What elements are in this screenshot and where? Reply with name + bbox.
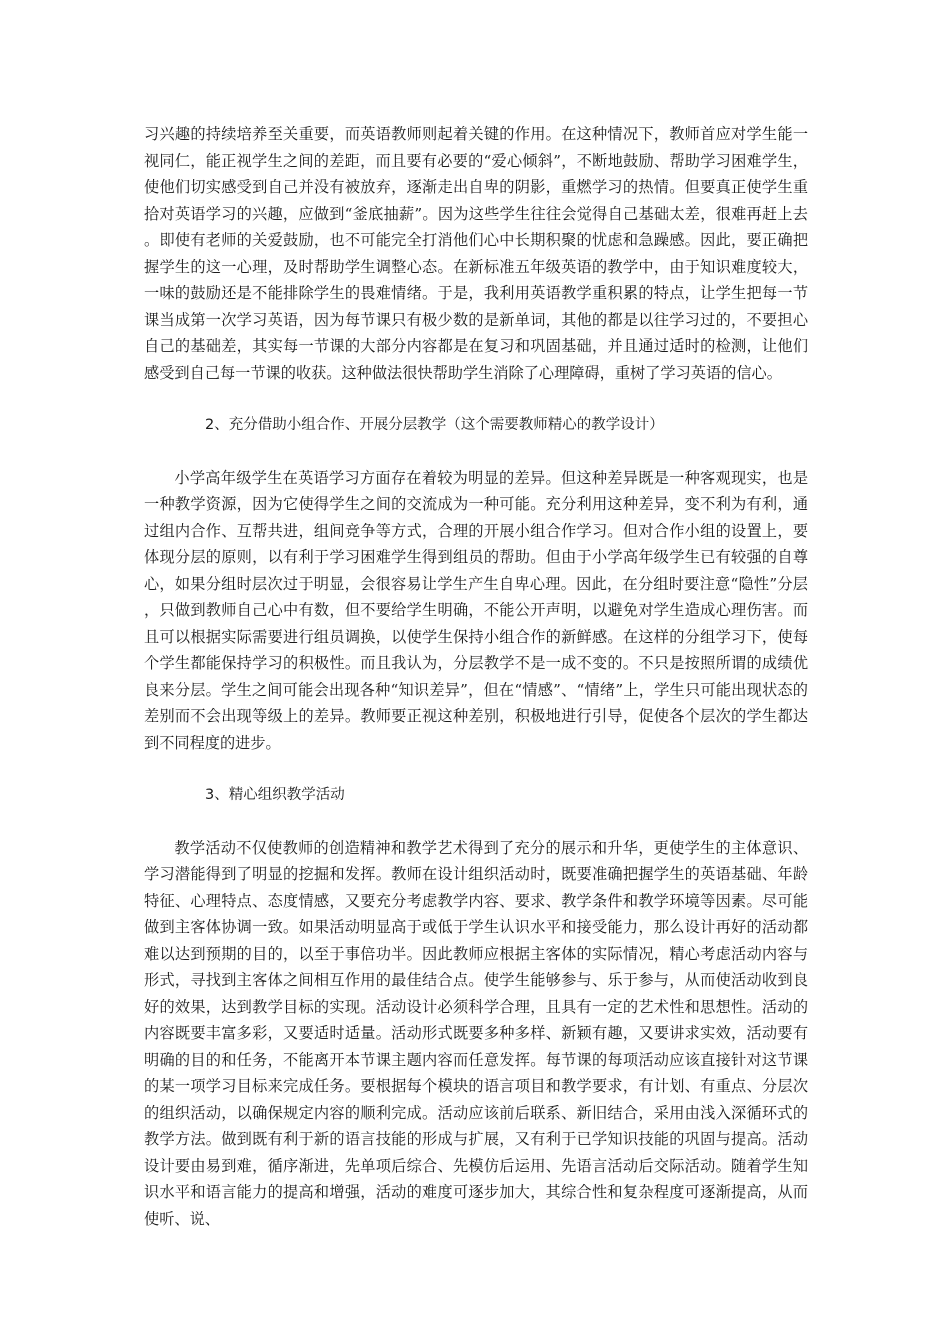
paragraph-spacer <box>144 439 808 465</box>
document-body <box>144 121 808 1232</box>
paragraph-spacer <box>144 809 808 835</box>
paragraph-teaching-activities: 教学活动不仅使教师的创造精神和教学艺术得到了充分的展示和升华，更使学生的主体意识、学习潜能得到了明显的挖掘和发挥。教师在设计组织活动时，既要准确把握学生的英语基础、年龄特征、心理特点、态度情感，又要充分考虑教学内容、要求、教学条件和教学环境等因素。尽可能做到主客体协调一致。如果活动明显高于或低于学生认识水平和接受能力，那么设计再好的活动都难以达到预期的目的，以至于事倍功半。因此教师应根据主客体的实际情况，精心考虑活动内容与形式，寻找到主客体之间相互作用的最佳结合点。使学生能够参与、乐于参与，从而使活动收到良好的效果，达到教学目标的实现。活动设计必须科学合理，且具有一定的艺术性和思想性。活动的内容既要丰富多彩，又要适时适量。活动形式既要多种多样、新颖有趣，又要讲求实效，活动要有明确的目的和任务，不能离开本节课主题内容而任意发挥。每节课的每项活动应该直接针对这节课的某一项学习目标来完成任务。要根据每个模块的语言项目和教学要求，有计划、有重点、分层次的组织活动，以确保规定内容的顺利完成。活动应该前后联系、新旧结合，采用由浅入深循环式的教学方法。做到既有利于新的语言技能的形成与扩展，又有利于已学知识技能的巩固与提高。活动设计要由易到难，循序渐进，先单项后综合、先模仿后运用、先语言活动后交际活动。随着学生知识水平和语言能力的提高和增强，活动的难度可逐步加大，其综合性和复杂程度可逐渐提高，从而使听、说、 <box>144 838 808 1228</box>
paragraph-spacer <box>144 386 808 412</box>
section-heading-2: 2、充分借助小组合作、开展分层教学（这个需要教师精心的教学设计） <box>205 417 664 433</box>
paragraph-group-teaching: 小学高年级学生在英语学习方面存在着较为明显的差异。但这种差异既是一种客观现实，也是一种教学资源，因为它使得学生之间的交流成为一种可能。充分利用这种差异，变不利为有利，通过组内合作、互帮共进，组间竞争等方式，合理的开展小组合作学习。但对合作小组的设置上，要体现分层的原则，以有利于学习困难学生得到组员的帮助。但由于小学高年级学生已有较强的自尊心，如果分组时层次过于明显，会很容易让学生产生自卑心理。因此，在分组时要注意“隐性”分层，只做到教师自己心中有数，但不要给学生明确，不能公开声明，以避免对学生造成心理伤害。而且可以根据实际需要进行组员调换，以使学生保持小组合作的新鲜感。在这样的分组学习下，使每个学生都能保持学习的积极性。而且我认为，分层教学不是一成不变的。不只是按照所谓的成绩优良来分层。学生之间可能会出现各种“知识差异”，但在“情感”、“情绪”上，学生只可能出现状态的差别而不会出现等级上的差异。教师要正视这种差别，积极地进行引导，促使各个层次的学生都达到不同程度的进步。 <box>144 468 808 752</box>
paragraph-spacer <box>144 756 808 782</box>
paragraph-continuation: 习兴趣的持续培养至关重要，而英语教师则起着关键的作用。在这种情况下，教师首应对学生能一视同仁，能正视学生之间的差距，而且要有必要的“爱心倾斜”，不断地鼓励、帮助学习困难学生，使他们切实感受到自己并没有被放弃，逐渐走出自卑的阴影，重燃学习的热情。但要真正使学生重拾对英语学习的兴趣，应做到“釜底抽薪”。因为这些学生往往会觉得自己基础太差，很难再赶上去。即使有老师的关爱鼓励，也不可能完全打消他们心中长期积聚的忧虑和急躁感。因此，要正确把握学生的这一心理，及时帮助学生调整心态。在新标准五年级英语的教学中，由于知识难度较大，一味的鼓励还是不能排除学生的畏难情绪。于是，我利用英语教学重积累的特点，让学生把每一节课当成第一次学习英语，因为每节课只有极少数的是新单词，其他的都是以往学习过的，不要担心自己的基础差，其实每一节课的大部分内容都是在复习和巩固基础，并且通过适时的检测，让他们感受到自己每一节课的收获。这种做法很快帮助学生消除了心理障碍，重树了学习英语的信心。 <box>144 125 808 382</box>
section-heading-3: 3、精心组织教学活动 <box>205 787 345 803</box>
